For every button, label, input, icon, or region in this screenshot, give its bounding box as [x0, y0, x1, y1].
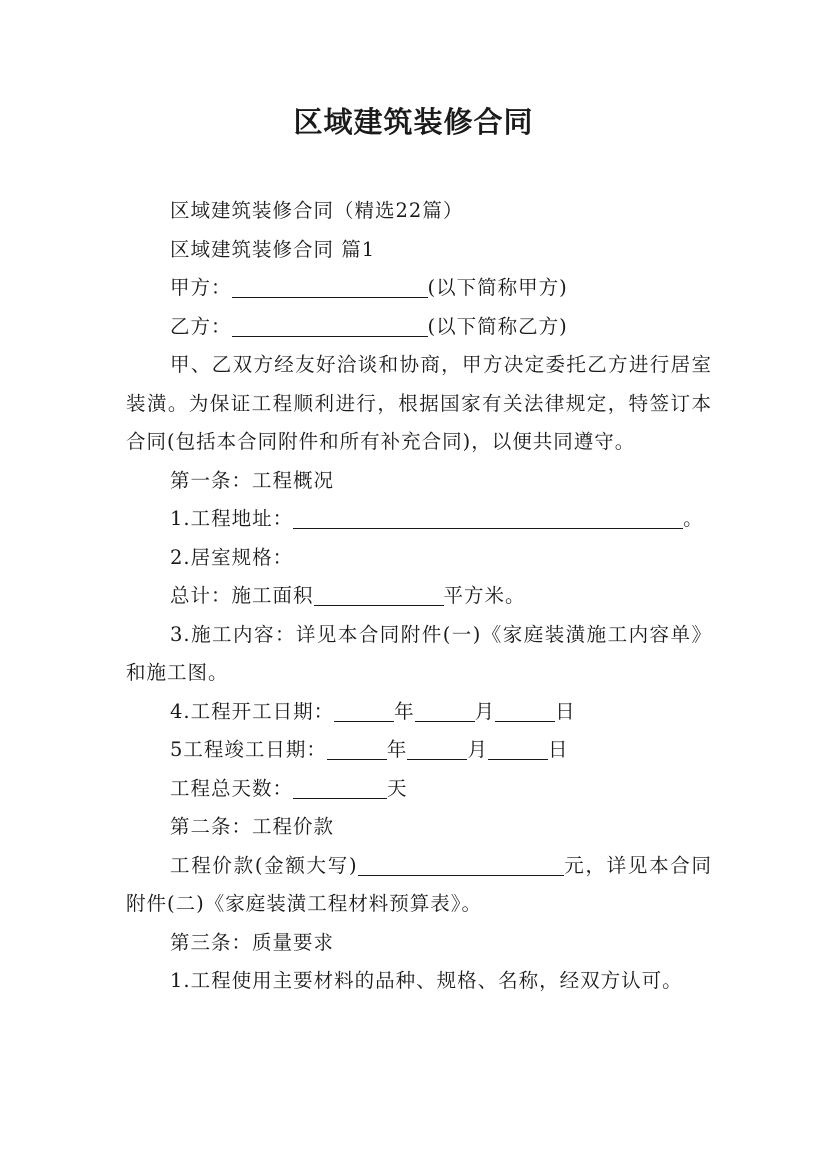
total-area-line — [126, 577, 712, 616]
room-spec-line: 2.居室规格： — [170, 545, 294, 569]
party-b-suffix: (以下简称乙方) — [427, 314, 568, 338]
party-b-label: 乙方： — [170, 314, 232, 338]
party-a-label: 甲方： — [170, 276, 232, 299]
address-blank — [293, 504, 683, 529]
party-b-line — [126, 308, 712, 347]
price-label: 工程价款(金额大写) — [170, 853, 358, 877]
start-year-blank — [334, 697, 394, 722]
start-date-line — [126, 693, 712, 732]
total-days-suffix: 天 — [387, 776, 408, 800]
day-label: 日 — [547, 738, 569, 761]
year-label: 年 — [394, 699, 415, 723]
start-date-label: 4.工程开工日期： — [170, 699, 335, 723]
total-days-label: 工程总天数： — [170, 776, 294, 800]
intro-paragraph: 甲、乙双方经友好洽谈和协商，甲方决定委托乙方进行居室装潢。为保证工程顺利进行，根据国家有关法律规定，特签订本合同(包括本合同附件和所有补充合同)，以便共同遵守。 — [126, 353, 712, 453]
article-1-title: 第一条：工程概况 — [170, 468, 335, 492]
area-blank — [314, 581, 444, 606]
party-a-blank — [232, 273, 428, 298]
party-b-blank — [232, 312, 428, 337]
address-line — [126, 500, 712, 539]
party-a-line — [126, 269, 712, 308]
price-suffix: 元，详见本合同附件(二)《家庭装潢工程材料预算表》。 — [126, 853, 712, 915]
end-date-label: 5工程竣工日期： — [170, 738, 327, 761]
article-2-title: 第二条：工程价款 — [170, 815, 335, 838]
subtitle-line: 区域建筑装修合同（精选22篇） — [170, 199, 464, 222]
start-month-blank — [415, 697, 475, 722]
total-area-label: 总计：施工面积 — [170, 584, 314, 607]
total-area-suffix: 平方米。 — [443, 584, 526, 607]
address-label: 1.工程地址： — [170, 507, 294, 530]
end-date-line — [126, 731, 712, 770]
end-day-blank — [488, 735, 548, 760]
end-year-blank — [327, 735, 387, 760]
total-days-line — [126, 770, 712, 809]
day-label: 日 — [555, 699, 576, 723]
month-label: 月 — [467, 738, 488, 761]
section-heading: 区域建筑装修合同 篇1 — [170, 237, 376, 261]
start-day-blank — [495, 697, 555, 722]
party-a-suffix: (以下简称甲方) — [427, 276, 568, 299]
price-blank — [358, 851, 564, 876]
end-month-blank — [407, 735, 467, 760]
document-body — [126, 192, 712, 1001]
year-label: 年 — [386, 738, 408, 761]
construction-content-line: 3.施工内容：详见本合同附件(一)《家庭装潢施工内容单》和施工图。 — [126, 622, 712, 684]
price-paragraph — [126, 847, 712, 924]
quality-item-1: 1.工程使用主要材料的品种、规格、名称，经双方认可。 — [170, 969, 683, 992]
document-title: 区域建筑装修合同 — [293, 105, 534, 139]
article-3-title: 第三条：质量要求 — [170, 930, 335, 954]
total-days-blank — [293, 774, 387, 799]
month-label: 月 — [474, 699, 496, 723]
address-suffix: 。 — [683, 507, 704, 530]
